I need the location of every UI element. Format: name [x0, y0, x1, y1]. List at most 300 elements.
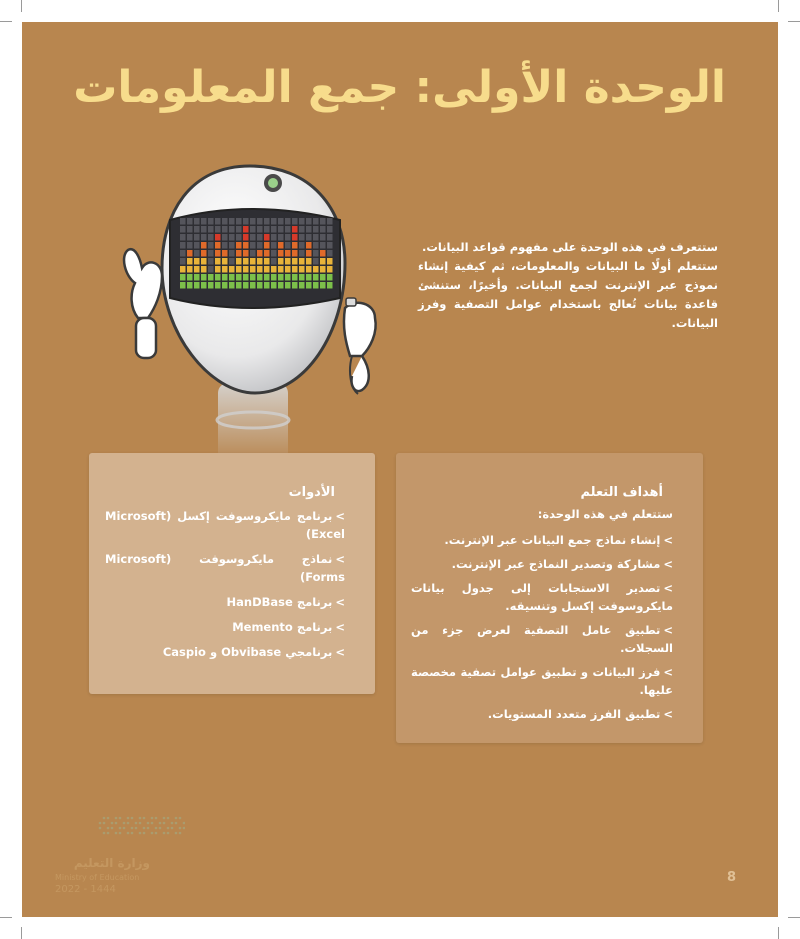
visor-cell [215, 266, 221, 273]
visor-cell [257, 226, 263, 233]
visor-cell [327, 226, 333, 233]
visor-cell [257, 242, 263, 249]
arrow-icon: > [663, 581, 673, 595]
visor-cell [320, 242, 326, 249]
logo-dot [171, 827, 174, 830]
visor-cell [215, 274, 221, 281]
tool-text: برنامج HanDBase [226, 595, 333, 609]
visor-cell [285, 250, 291, 257]
visor-cell [236, 218, 242, 225]
logo-dot [175, 817, 178, 820]
logo-dot [135, 827, 138, 830]
goal-text: إنشاء نماذج جمع البيانات عبر الإنترنت. [444, 533, 661, 547]
logo-dot [147, 827, 150, 830]
visor-cell [243, 234, 249, 241]
goal-text: مشاركة وتصدير النماذج عبر الإنترنت. [451, 557, 661, 571]
visor-cell [264, 282, 270, 289]
visor-cell [229, 218, 235, 225]
visor-cell [215, 242, 221, 249]
visor-cell [201, 234, 207, 241]
visor-cell [243, 282, 249, 289]
arrow-icon: > [335, 595, 345, 609]
visor-cell [264, 218, 270, 225]
visor-cell [313, 250, 319, 257]
visor-cell [180, 282, 186, 289]
visor-cell [222, 250, 228, 257]
list-item [105, 593, 345, 611]
visor-cell [278, 242, 284, 249]
visor-cell [278, 274, 284, 281]
visor-cell [313, 282, 319, 289]
logo-dot [123, 822, 126, 825]
visor-cell [264, 226, 270, 233]
visor-cell [257, 258, 263, 265]
visor-cell [257, 274, 263, 281]
visor-cell [187, 226, 193, 233]
visor-cell [250, 234, 256, 241]
list-item [411, 663, 673, 699]
visor-cell [320, 274, 326, 281]
visor-cell [271, 266, 277, 273]
visor-cell [313, 242, 319, 249]
logo-dot [131, 832, 134, 835]
logo-dot [163, 822, 166, 825]
visor-cell [215, 258, 221, 265]
visor-cell [271, 234, 277, 241]
visor-cell [278, 234, 284, 241]
goal-text: فرز البيانات و تطبيق عوامل تصفية مخصصة عليها. [411, 665, 673, 697]
visor-cell [299, 274, 305, 281]
visor-cell [236, 242, 242, 249]
visor-cell [194, 218, 200, 225]
ministry-logo [55, 810, 185, 900]
logo-dot [171, 822, 174, 825]
crop-mark [21, 927, 22, 939]
logo-dot [139, 832, 142, 835]
visor-cell [292, 250, 298, 257]
logo-dot [179, 832, 182, 835]
logo-dot [155, 827, 158, 830]
visor-cell [313, 258, 319, 265]
visor-cell [285, 258, 291, 265]
visor-cell [215, 218, 221, 225]
ministry-year: 2022 - 1444 [55, 884, 116, 895]
visor-cell [271, 218, 277, 225]
visor-cell [201, 226, 207, 233]
visor-cell [327, 274, 333, 281]
logo-dot [103, 832, 106, 835]
crop-mark [21, 0, 22, 12]
visor-cell [215, 250, 221, 257]
visor-cell [299, 218, 305, 225]
list-item [411, 621, 673, 657]
visor-cell [187, 282, 193, 289]
visor-cell [194, 242, 200, 249]
visor-cell [201, 282, 207, 289]
visor-cell [306, 242, 312, 249]
visor-cell [285, 274, 291, 281]
logo-dot [123, 827, 126, 830]
visor-cell [257, 218, 263, 225]
visor-cell [320, 226, 326, 233]
visor-cell [187, 218, 193, 225]
visor-cell [257, 234, 263, 241]
arrow-icon: > [335, 509, 345, 523]
visor-cell [327, 266, 333, 273]
visor-cell [236, 282, 242, 289]
logo-dot [127, 832, 130, 835]
list-item [105, 550, 345, 586]
logo-dot [183, 827, 185, 830]
visor-cell [320, 282, 326, 289]
visor-cell [194, 274, 200, 281]
visor-cell [313, 274, 319, 281]
logo-dot [163, 817, 166, 820]
goal-text: تطبيق الفرز متعدد المستويات. [487, 707, 661, 721]
arrow-icon: > [663, 533, 673, 547]
logo-dot [99, 822, 102, 825]
visor-cell [306, 274, 312, 281]
visor-cell [236, 234, 242, 241]
visor-cell [320, 258, 326, 265]
visor-cell [222, 266, 228, 273]
visor-cell [229, 266, 235, 273]
logo-dot [127, 822, 130, 825]
tools-box [89, 453, 375, 694]
logo-dot [159, 827, 162, 830]
visor-cell [327, 258, 333, 265]
visor-cell [306, 218, 312, 225]
tool-text: برنامج Memento [232, 620, 333, 634]
visor-cell [250, 258, 256, 265]
ministry-name: وزارة التعليم [73, 856, 150, 870]
visor-cell [208, 218, 214, 225]
visor-cell [320, 234, 326, 241]
logo-dot [115, 817, 118, 820]
visor-cell [299, 226, 305, 233]
visor-cell [222, 282, 228, 289]
visor-cell [278, 282, 284, 289]
visor-cell [257, 250, 263, 257]
logo-dot [111, 827, 114, 830]
visor-cell [264, 242, 270, 249]
logo-dot [167, 817, 170, 820]
visor-cell [229, 258, 235, 265]
logo-dot [131, 827, 134, 830]
logo-dot [179, 817, 182, 820]
list-item [105, 618, 345, 636]
visor-cell [320, 266, 326, 273]
logo-dot [179, 827, 182, 830]
visor-cell [292, 242, 298, 249]
visor-cell [264, 258, 270, 265]
visor-cell [313, 266, 319, 273]
logo-dot [111, 822, 114, 825]
visor-cell [250, 274, 256, 281]
visor-cell [194, 266, 200, 273]
arrow-icon: > [335, 620, 345, 634]
visor-cell [229, 234, 235, 241]
logo-dot [135, 822, 138, 825]
visor-cell [194, 282, 200, 289]
visor-cell [250, 218, 256, 225]
robot-illustration [100, 158, 400, 478]
visor-cell [222, 242, 228, 249]
arrow-icon: > [335, 645, 345, 659]
visor-cell [285, 242, 291, 249]
visor-cell [201, 274, 207, 281]
arrow-icon: > [663, 623, 673, 637]
visor-cell [194, 258, 200, 265]
visor-cell [306, 250, 312, 257]
visor-cell [299, 258, 305, 265]
visor-cell [299, 234, 305, 241]
logo-dot [151, 832, 154, 835]
visor-cell [278, 250, 284, 257]
logo-dot [143, 817, 146, 820]
visor-cell [187, 274, 193, 281]
visor-cell [278, 266, 284, 273]
visor-cell [278, 226, 284, 233]
visor-cell [299, 282, 305, 289]
visor-cell [243, 242, 249, 249]
logo-dot [127, 817, 130, 820]
logo-dot [167, 832, 170, 835]
visor-cell [180, 234, 186, 241]
visor-cell [215, 234, 221, 241]
visor-cell [306, 226, 312, 233]
visor-cell [201, 242, 207, 249]
visor-cell [313, 234, 319, 241]
ministry-logo-icon [55, 810, 185, 850]
logo-dot [131, 817, 134, 820]
logo-dot [159, 822, 162, 825]
visor-cell [271, 250, 277, 257]
logo-dot [183, 822, 185, 825]
logo-dot [175, 832, 178, 835]
logo-dot [155, 817, 158, 820]
visor-cell [194, 226, 200, 233]
visor-cell [250, 282, 256, 289]
visor-cell [285, 282, 291, 289]
visor-cell [243, 218, 249, 225]
logo-dot [151, 822, 154, 825]
visor-cell [285, 226, 291, 233]
visor-cell [257, 282, 263, 289]
goals-heading: أهداف التعلم [580, 485, 663, 500]
goals-subheading: ستتعلم في هذه الوحدة: [537, 507, 673, 521]
logo-dot [115, 832, 118, 835]
visor-cell [250, 242, 256, 249]
visor-cell [236, 226, 242, 233]
logo-dot [107, 827, 110, 830]
intro-line: ستتعرف في هذه الوحدة على مفهوم قواعد البيانات. [421, 240, 718, 254]
visor-cell [306, 258, 312, 265]
visor-cell [180, 250, 186, 257]
visor-cell [327, 282, 333, 289]
logo-dot [139, 817, 142, 820]
crop-mark [788, 917, 800, 918]
visor-cell [264, 250, 270, 257]
tool-text: برنامجي Obvibase و Caspio [162, 645, 333, 659]
visor-cell [194, 234, 200, 241]
arrow-icon: > [663, 707, 673, 721]
logo-dot [119, 817, 122, 820]
goals-list [411, 531, 673, 729]
visor-cell [208, 266, 214, 273]
visor-cell [320, 250, 326, 257]
crop-mark [778, 0, 779, 12]
tools-list [105, 507, 345, 668]
logo-dot [143, 827, 146, 830]
logo-dot [139, 822, 142, 825]
visor-cell [271, 226, 277, 233]
visor-cell [313, 226, 319, 233]
visor-cell [264, 274, 270, 281]
visor-cell [187, 266, 193, 273]
crop-mark [0, 21, 12, 22]
visor-cell [236, 250, 242, 257]
visor-cell [180, 274, 186, 281]
visor-cell [271, 282, 277, 289]
visor-cell [201, 266, 207, 273]
list-item [411, 705, 673, 723]
arrow-icon: > [335, 552, 345, 566]
visor-cell [264, 234, 270, 241]
visor-cell [201, 218, 207, 225]
visor-cell [292, 282, 298, 289]
visor-cell [229, 282, 235, 289]
visor-cell [187, 234, 193, 241]
logo-dot [107, 832, 110, 835]
visor-cell [229, 226, 235, 233]
logo-dot [103, 822, 106, 825]
arrow-icon: > [663, 665, 673, 679]
visor-cell [264, 266, 270, 273]
logo-dot [151, 817, 154, 820]
visor-cell [208, 282, 214, 289]
visor-cell [327, 242, 333, 249]
visor-cell [292, 218, 298, 225]
visor-cell [306, 266, 312, 273]
logo-dot [99, 827, 102, 830]
visor-cell [187, 250, 193, 257]
visor-cell [243, 258, 249, 265]
visor-cell [271, 242, 277, 249]
unit-intro [418, 238, 718, 333]
ministry-sub: Ministry of Education [55, 873, 140, 882]
visor-cell [285, 218, 291, 225]
logo-dot [119, 827, 122, 830]
logo-dot [175, 822, 178, 825]
visor-cell [292, 258, 298, 265]
visor-cell [236, 274, 242, 281]
goal-text: تطبيق عامل التصفية لعرض جزء من السجلات. [411, 623, 673, 655]
visor-cell [222, 258, 228, 265]
visor-cell [201, 258, 207, 265]
visor-cell [180, 266, 186, 273]
logo-dot [155, 832, 158, 835]
visor-cell [208, 234, 214, 241]
visor-cell [187, 258, 193, 265]
page-number: 8 [727, 870, 737, 885]
list-item [411, 531, 673, 549]
visor-cell [306, 282, 312, 289]
visor-cell [180, 242, 186, 249]
page-title: الوحدة الأولى: جمع المعلومات [73, 62, 726, 113]
logo-dot [119, 832, 122, 835]
logo-dot [163, 832, 166, 835]
visor-cell [292, 266, 298, 273]
visor-cell [320, 218, 326, 225]
visor-cell [292, 226, 298, 233]
list-item [105, 507, 345, 543]
visor-cell [306, 234, 312, 241]
visor-cell [208, 274, 214, 281]
crop-mark [778, 927, 779, 939]
visor-cell [222, 274, 228, 281]
visor-cell [327, 218, 333, 225]
list-item [411, 555, 673, 573]
visor-cell [243, 226, 249, 233]
visor-cell [222, 234, 228, 241]
arrow-icon: > [663, 557, 673, 571]
intro-line: ستتعلم أولًا ما البيانات والمعلومات، ثم كيفية إنشاء نموذج عبر الإنترنت لجمع البيانات. وأخيرًا، ستنشئ قاعدة بيانات تُعالج باستخدام عوامل التصفية وفرز البيانات. [418, 259, 718, 330]
visor-cell [187, 242, 193, 249]
logo-dot [103, 817, 106, 820]
visor-cell [257, 266, 263, 273]
visor-cell [236, 266, 242, 273]
visor-cell [201, 250, 207, 257]
goal-text: تصدير الاستجابات إلى جدول بيانات مايكروسوفت إكسل وتنسيقه. [411, 581, 673, 613]
visor-cell [180, 258, 186, 265]
visor-cell [285, 234, 291, 241]
visor-cell [299, 242, 305, 249]
visor-cell [208, 250, 214, 257]
visor-cell [250, 266, 256, 273]
visor-cell [271, 274, 277, 281]
visor-cell [243, 266, 249, 273]
visor-cell [215, 282, 221, 289]
visor-cell [271, 258, 277, 265]
visor-cell [180, 218, 186, 225]
visor-cell [222, 218, 228, 225]
visor-cell [299, 250, 305, 257]
visor-cell [243, 250, 249, 257]
logo-dot [143, 832, 146, 835]
visor-cell [208, 258, 214, 265]
visor-cell [278, 258, 284, 265]
visor-cell [229, 250, 235, 257]
crop-mark [788, 21, 800, 22]
learning-goals-box [396, 453, 703, 743]
visor-cell [236, 258, 242, 265]
visor-cell [285, 266, 291, 273]
tool-text: نماذج مايكروسوفت (Microsoft Forms) [105, 552, 345, 584]
logo-dot [115, 822, 118, 825]
visor-cell [208, 226, 214, 233]
visor-cell [250, 250, 256, 257]
logo-dot [147, 822, 150, 825]
visor-cell [327, 250, 333, 257]
logo-dot [167, 827, 170, 830]
visor-cell [327, 234, 333, 241]
tools-heading: الأدوات [288, 485, 335, 500]
visor-cell [229, 242, 235, 249]
visor-cell [194, 250, 200, 257]
visor-cell [250, 226, 256, 233]
tool-text: برنامج مايكروسوفت إكسل (Microsoft Excel) [105, 509, 345, 541]
